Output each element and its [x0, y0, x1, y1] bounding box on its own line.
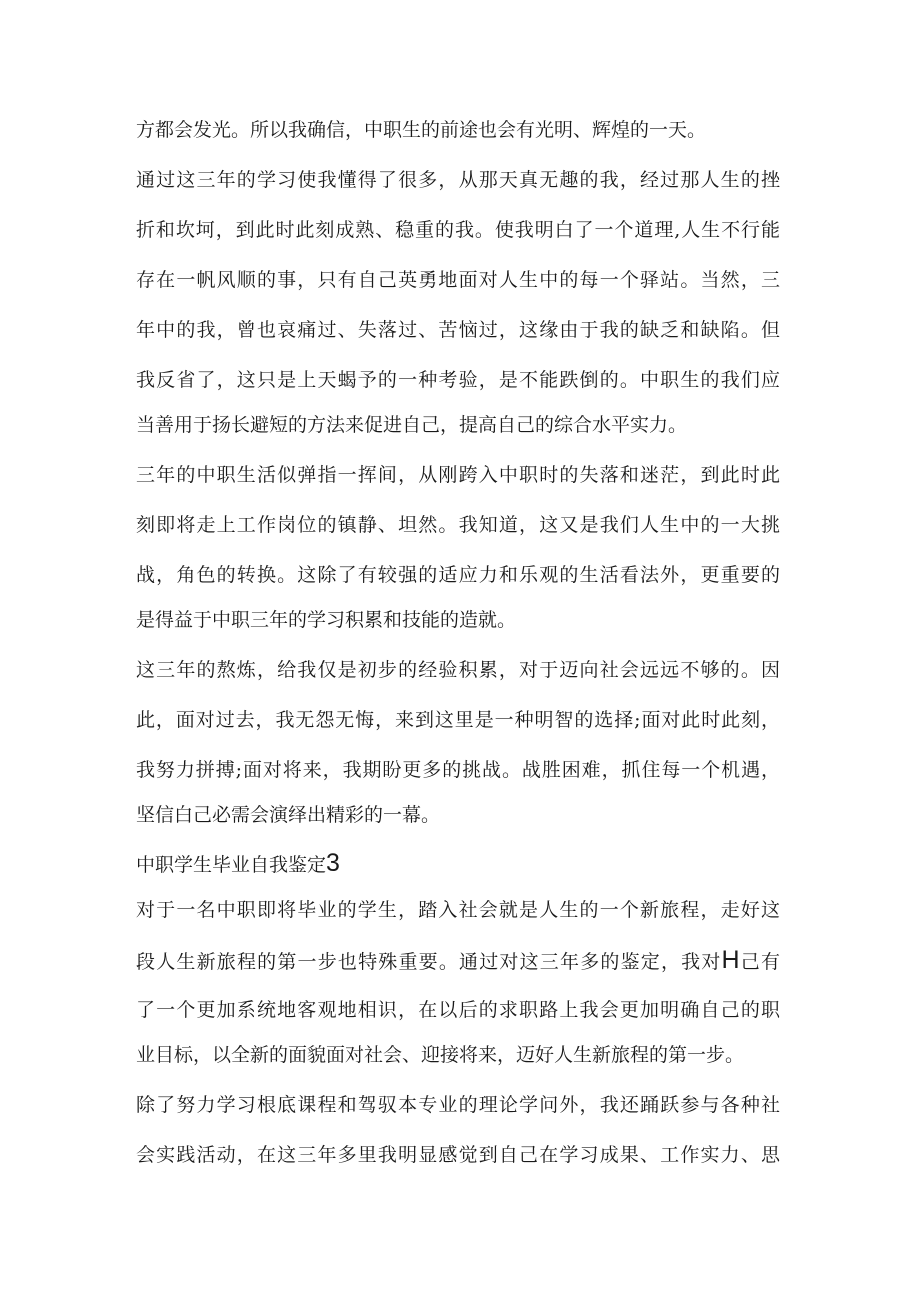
text-line-7: 当善用于扬长避短的方法来促进自己，提高自己的综合水平实力。 — [136, 414, 688, 436]
text-line-20: 除了努力学习根底课程和驾驭本专业的理论学问外，我还踊跃参与各种社 — [136, 1094, 780, 1116]
text-line-13: 此，面对过去，我无怨无悔，来到这里是一种明智的选择;面对此时此刻， — [136, 709, 780, 731]
text-line-10: 战，角色的转换。这除了有较强的适应力和乐观的生活看法外，更重要的 — [136, 564, 780, 586]
text-line-18: 了一个更加系统地客观地相识，在以后的求职路上我会更加明确自己的职 — [136, 999, 780, 1021]
text-line-8: 三年的中职生活似弹指一挥间，从刚跨入中职时的失落和迷茫，到此时此 — [136, 464, 780, 486]
text-line-12: 这三年的熬炼，给我仅是初步的经验积累，对于迈向社会远远不够的。因 — [136, 659, 780, 681]
text-line-17 — [136, 945, 780, 975]
text-line-14: 我努力拼搏;面对将来，我期盼更多的挑战。战胜困难，抓住每一个机遇， — [136, 759, 780, 781]
line17-letter: H — [721, 946, 740, 974]
text-line-21: 会实践活动，在这三年多里我明显感觉到自己在学习成果、工作实力、思 — [136, 1144, 780, 1166]
text-line-15: 坚信白己必需会演绎出精彩的一幕。 — [136, 804, 441, 826]
text-line-5: 年中的我，曾也哀痛过、失落过、苦恼过，这缘由于我的缺乏和缺陷。但 — [136, 319, 780, 341]
text-line-6: 我反省了，这只是上天蝎予的一种考验，是不能跌倒的。中职生的我们应 — [136, 369, 780, 391]
text-line-1: 方都会发光。所以我确信，中职生的前途也会有光明、辉煌的一天。 — [136, 119, 707, 141]
text-line-16: 对于一名中职即将毕业的学生，踏入社会就是人生的一个新旅程，走好这 — [136, 899, 780, 921]
text-line-9: 刻即将走上工作岗位的镇静、坦然。我知道，这又是我们人生中的一大挑 — [136, 514, 780, 536]
text-line-4: 存在一帆风顺的事，只有自己英勇地面对人生中的每一个驿站。当然，三 — [136, 269, 780, 291]
heading-number: 3 — [326, 849, 340, 877]
line17-after: 己有 — [739, 951, 780, 973]
text-line-2: 通过这三年的学习使我懂得了很多，从那天真无趣的我，经过那人生的挫 — [136, 169, 780, 191]
text-line-11: 是得益于中职三年的学习积累和技能的造就。 — [136, 609, 517, 631]
line17-before: 段人生新旅程的第一步也特殊重要。通过对这三年多的鉴定，我对 — [136, 951, 722, 973]
heading-text: 中职学生毕业自我鉴定 — [136, 854, 327, 876]
text-line-19: 业目标，以全新的面貌面对社会、迎接将来，迈好人生新旅程的第一步。 — [136, 1044, 745, 1066]
section-heading — [136, 848, 340, 878]
text-line-3: 折和坎坷，到此时此刻成熟、稳重的我。使我明白了一个道理,人生不行能 — [136, 219, 780, 241]
